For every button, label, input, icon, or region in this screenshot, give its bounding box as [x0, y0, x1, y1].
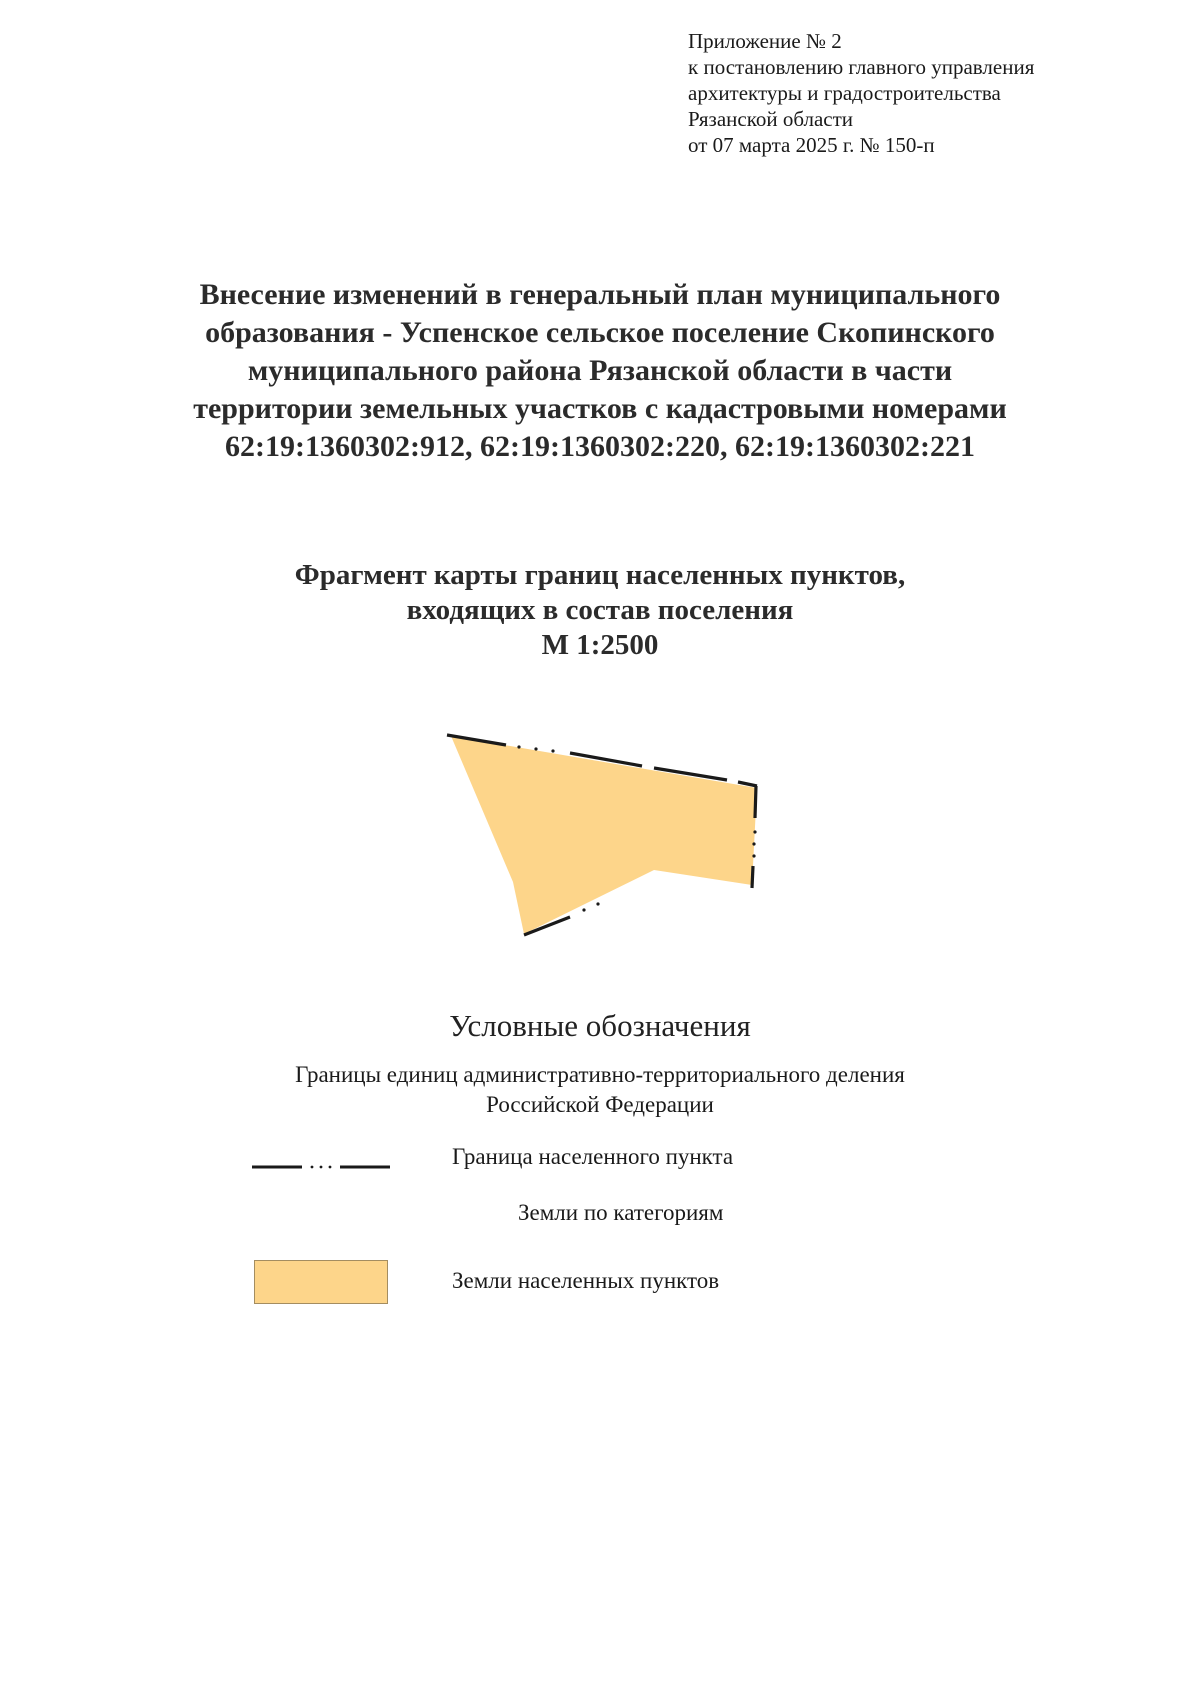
annex-line: Рязанской области [688, 107, 854, 131]
title-line: 62:19:1360302:912, 62:19:1360302:220, 62:19:1360302:221 [225, 430, 975, 463]
map-heading [100, 558, 1100, 663]
legend-lands-label: Земли населенных пунктов [452, 1268, 720, 1293]
title-line: образования - Успенское сельское поселение Скопинского [205, 316, 995, 349]
legend-subtitle-line: Границы единиц административно-территориального деления [295, 1062, 905, 1087]
legend-subtitle-line: Российской Федерации [486, 1092, 714, 1117]
title-line: Внесение изменений в генеральный план муниципального [199, 278, 1001, 311]
annex-line: к постановлению главного управления [688, 55, 1035, 79]
annex-line: архитектуры и градостроительства [688, 81, 1001, 105]
legend-categories-heading: Земли по категориям [518, 1200, 724, 1225]
legend-border-symbol [252, 1158, 390, 1170]
title-line: муниципального района Рязанской области в части [247, 354, 953, 387]
document-title [100, 276, 1100, 466]
map-heading-line: входящих в состав поселения [406, 594, 794, 626]
annex-reference [688, 28, 1128, 158]
legend-title: Условные обозначения [449, 1008, 751, 1043]
title-line: территории земельных участков с кадастровыми номерами [193, 392, 1007, 425]
legend-border-label: Граница населенного пункта [452, 1144, 734, 1169]
border-dots [517, 745, 756, 911]
annex-line: от 07 марта 2025 г. № 150-п [688, 133, 935, 157]
map-scale: М 1:2500 [541, 629, 659, 661]
legend-subtitle [100, 1060, 1100, 1120]
legend-settlement-swatch [254, 1260, 388, 1304]
map-heading-line: Фрагмент карты границ населенных пунктов, [294, 559, 906, 591]
annex-line: Приложение № 2 [688, 29, 842, 53]
settlement-border [447, 735, 757, 935]
settlement-area [451, 736, 757, 934]
